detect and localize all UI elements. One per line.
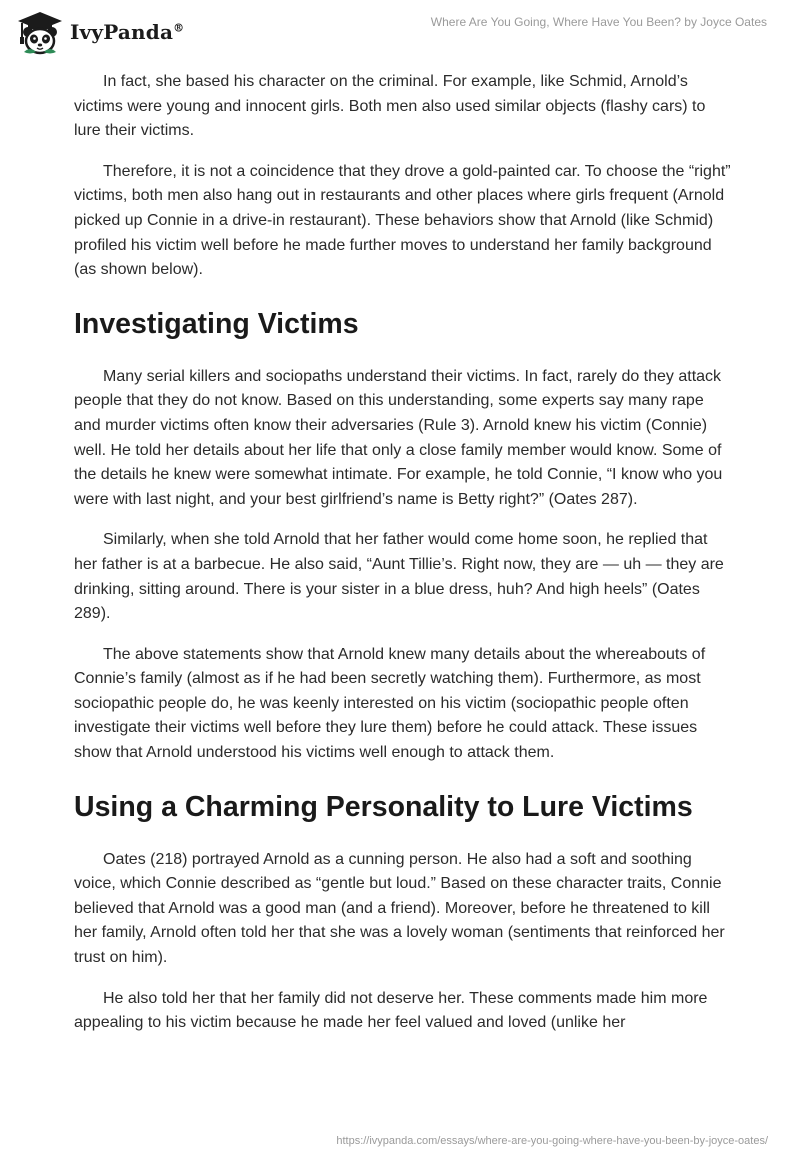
paragraph: Many serial killers and sociopaths understand their victims. In fact, rarely do they attack people that they do not know. Based on this understanding, some experts say many rape and murder victims often know their adversaries (Rule 3). Arnold knew his victim (Connie) well. He told her details about her life that only a close family member would know. Some of the details he knew were somewhat intimate. For example, he told Connie, “I know who you were with last night, and your best girlfriend’s name is Betty right?” (Oates 287). <box>74 367 723 508</box>
page-header <box>0 0 800 60</box>
ivypanda-logo[interactable] <box>14 8 184 56</box>
essay-content <box>74 70 734 1052</box>
registered-mark: ® <box>173 21 185 35</box>
panda-graduate-icon <box>14 8 66 56</box>
document-title: Where Are You Going, Where Have You Been? by Joyce Oates <box>430 15 767 29</box>
paragraph: Oates (218) portrayed Arnold as a cunning person. He also had a soft and soothing voice, which Connie described as “gentle but loud.” Based on these character traits, Connie believed that Arnold was a good man (and a friend). Moreover, before he threatened to kill her family, Arnold often told her that she was a lovely woman (sentiments that reinforced her trust on him). <box>74 850 725 967</box>
paragraph: Similarly, when she told Arnold that her father would come home soon, he replied that her father is at a barbecue. He also said, “Aunt Tillie’s. Right now, they are — uh — they are drinking, sitting around. There is your sister in a blue dress, huh? And high heels” (Oates 289). <box>74 531 724 623</box>
brand-name <box>70 20 184 44</box>
brand-name-text: IvyPanda <box>70 20 174 44</box>
section-heading: Using a Charming Personality to Lure Victims <box>74 790 693 823</box>
paragraph: He also told her that her family did not deserve her. These comments made him more appealing to his victim because he made her feel valued and loved (unlike her <box>74 989 708 1032</box>
section-heading: Investigating Victims <box>74 307 359 340</box>
paragraph: Therefore, it is not a coincidence that they drove a gold-painted car. To choose the “right” victims, both men also hang out in restaurants and other places where girls frequent (Arnold picked up Connie in a drive-in restaurant). These behaviors show that Arnold (like Schmid) profiled his victim well before he made further moves to understand her family background (as shown below). <box>74 162 731 279</box>
paragraph: The above statements show that Arnold knew many details about the whereabouts of Connie’s family (almost as if he had been secretly watching them). Furthermore, as most sociopathic people do, he was keenly interested on his victim (sociopathic people often investigate their victims well before they lure them) before he could attack. These issues show that Arnold understood his victims well enough to attack them. <box>74 645 706 762</box>
source-url[interactable]: https://ivypanda.com/essays/where-are-you-going-where-have-you-been-by-joyce-oates/ <box>336 1135 768 1147</box>
paragraph: In fact, she based his character on the criminal. For example, like Schmid, Arnold’s victims were young and innocent girls. Both men also used similar objects (flashy cars) to lure their victims. <box>74 73 706 140</box>
